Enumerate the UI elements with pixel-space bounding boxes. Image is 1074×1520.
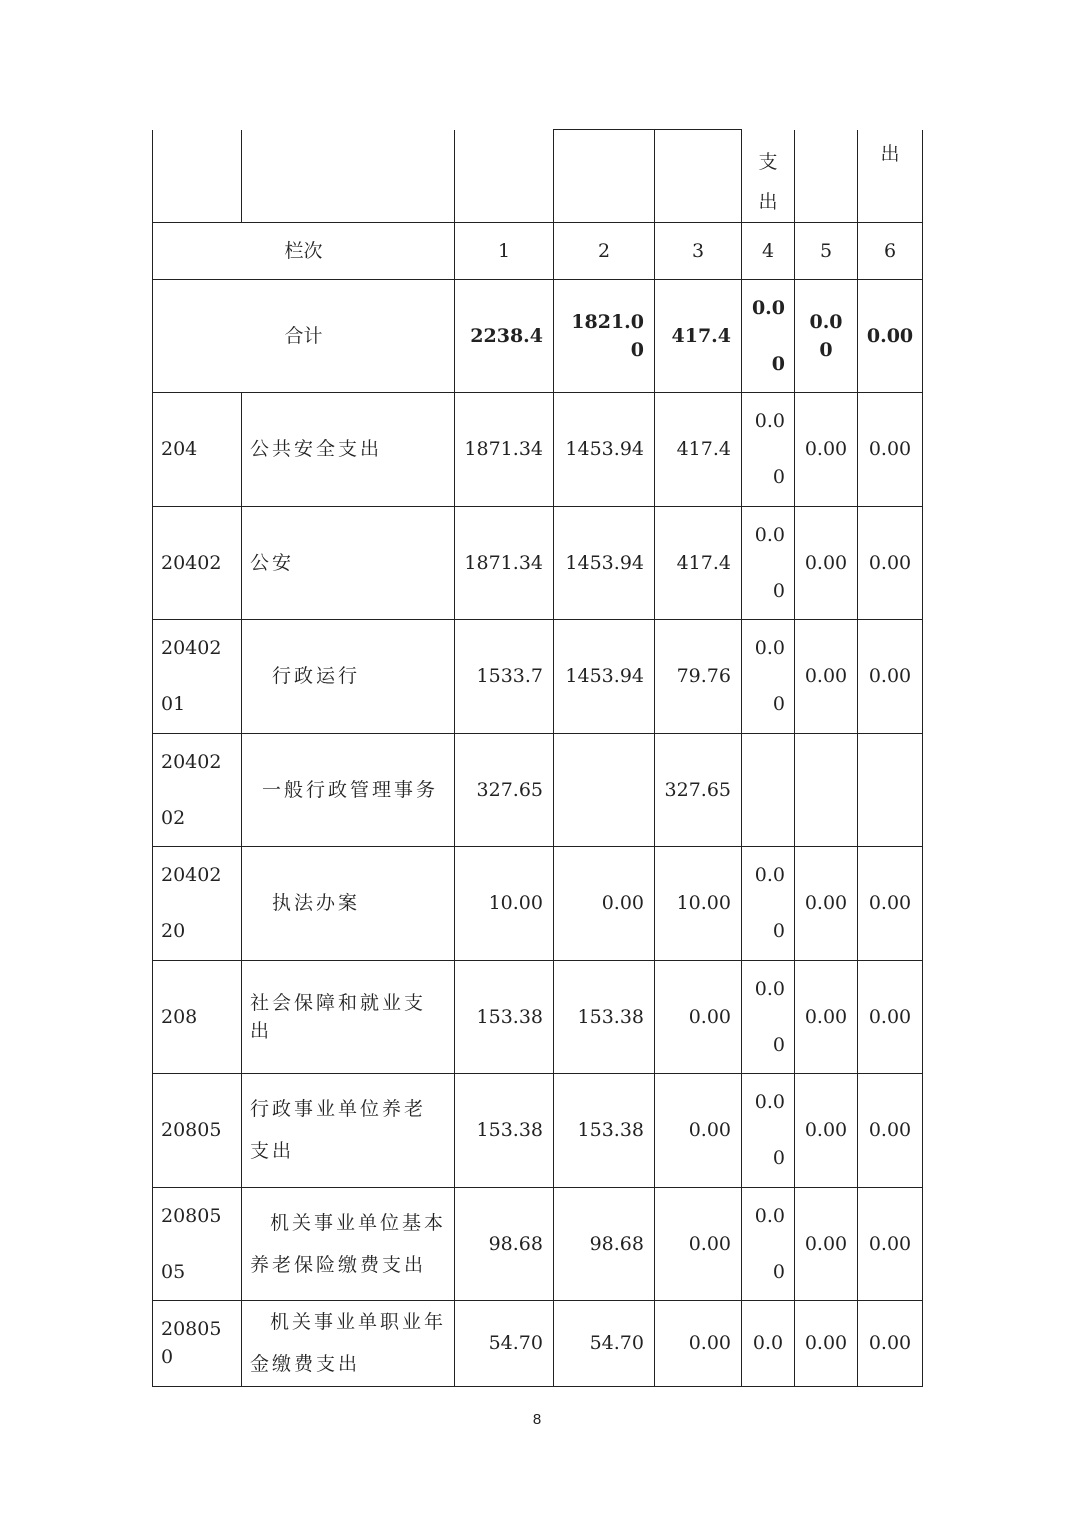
row-value-4: 0.00 xyxy=(742,1073,795,1187)
row-value-2 xyxy=(554,733,655,846)
row-name: 行政事业单位养老支出 xyxy=(242,1073,455,1187)
row-value-2: 98.68 xyxy=(554,1187,655,1300)
row-name: 机关事业单位基本养老保险缴费支出 xyxy=(242,1187,455,1300)
row-value-3: 327.65 xyxy=(655,733,742,846)
row-value-5: 0.00 xyxy=(795,1187,858,1300)
row-name: 执法办案 xyxy=(242,846,455,960)
row-value-5: 0.00 xyxy=(795,506,858,619)
row-value-1: 98.68 xyxy=(455,1187,554,1300)
row-value-6: 0.00 xyxy=(858,392,923,506)
row-value-2: 1453.94 xyxy=(554,506,655,619)
row-code: 204 xyxy=(153,392,242,506)
page-number: 8 xyxy=(532,1411,542,1428)
row-value-3: 417.4 xyxy=(655,506,742,619)
row-value-4: 0.00 xyxy=(742,619,795,733)
row-value-1: 153.38 xyxy=(455,1073,554,1187)
table-row xyxy=(153,960,923,1073)
row-value-4: 0.00 xyxy=(742,506,795,619)
header-cell-name xyxy=(242,130,455,223)
header-cell-2 xyxy=(554,130,655,223)
row-value-6: 0.00 xyxy=(858,619,923,733)
column-number-6: 6 xyxy=(858,222,923,279)
row-value-2: 153.38 xyxy=(554,1073,655,1187)
row-value-4: 0.00 xyxy=(742,392,795,506)
column-number-3: 3 xyxy=(655,222,742,279)
row-value-1: 10.00 xyxy=(455,846,554,960)
row-value-5 xyxy=(795,733,858,846)
table-row xyxy=(153,1300,923,1386)
budget-expenditure-table xyxy=(152,129,923,1387)
total-label: 合计 xyxy=(153,279,455,392)
row-code: 2040201 xyxy=(153,619,242,733)
row-name: 公共安全支出 xyxy=(242,392,455,506)
row-name: 公安 xyxy=(242,506,455,619)
row-value-3: 417.4 xyxy=(655,392,742,506)
row-name: 一般行政管理事务 xyxy=(242,733,455,846)
row-code: 2040202 xyxy=(153,733,242,846)
row-code: 20402 xyxy=(153,506,242,619)
header-fragment-row xyxy=(153,130,923,223)
header-cell-1 xyxy=(455,130,554,223)
row-value-3: 0.00 xyxy=(655,1073,742,1187)
row-value-1: 1871.34 xyxy=(455,392,554,506)
table-row xyxy=(153,506,923,619)
header-cell-4: 支出 xyxy=(742,130,795,223)
row-code: 2080505 xyxy=(153,1187,242,1300)
column-number-4: 4 xyxy=(742,222,795,279)
column-number-5: 5 xyxy=(795,222,858,279)
row-value-2: 1453.94 xyxy=(554,619,655,733)
header-cell-3 xyxy=(655,130,742,223)
row-value-5: 0.00 xyxy=(795,1300,858,1386)
row-code: 208050 xyxy=(153,1300,242,1386)
row-value-2: 0.00 xyxy=(554,846,655,960)
row-value-5: 0.00 xyxy=(795,619,858,733)
row-name: 机关事业单职业年金缴费支出 xyxy=(242,1300,455,1386)
row-value-3: 79.76 xyxy=(655,619,742,733)
row-code: 2040220 xyxy=(153,846,242,960)
row-value-6: 0.00 xyxy=(858,846,923,960)
row-value-2: 54.70 xyxy=(554,1300,655,1386)
row-code: 20805 xyxy=(153,1073,242,1187)
row-value-1: 153.38 xyxy=(455,960,554,1073)
row-value-4: 0.00 xyxy=(742,846,795,960)
column-number-1: 1 xyxy=(455,222,554,279)
column-number-2: 2 xyxy=(554,222,655,279)
row-value-2: 153.38 xyxy=(554,960,655,1073)
row-value-6: 0.00 xyxy=(858,1300,923,1386)
header-cell-5 xyxy=(795,130,858,223)
row-value-1: 327.65 xyxy=(455,733,554,846)
row-value-6: 0.00 xyxy=(858,960,923,1073)
row-value-6: 0.00 xyxy=(858,506,923,619)
header-cell-6: 出 xyxy=(858,130,923,223)
total-value-4: 0.00 xyxy=(742,279,795,392)
total-value-1: 2238.4 xyxy=(455,279,554,392)
column-number-row xyxy=(153,222,923,279)
row-value-4: 0.00 xyxy=(742,1187,795,1300)
row-value-6: 0.00 xyxy=(858,1073,923,1187)
row-value-1: 1533.7 xyxy=(455,619,554,733)
total-value-6: 0.00 xyxy=(858,279,923,392)
total-value-3: 417.4 xyxy=(655,279,742,392)
row-value-1: 1871.34 xyxy=(455,506,554,619)
row-code: 208 xyxy=(153,960,242,1073)
total-value-5: 0.00 xyxy=(795,279,858,392)
row-value-5: 0.00 xyxy=(795,392,858,506)
row-value-3: 10.00 xyxy=(655,846,742,960)
row-value-4 xyxy=(742,733,795,846)
row-value-1: 54.70 xyxy=(455,1300,554,1386)
row-value-3: 0.00 xyxy=(655,1187,742,1300)
header-cell-code xyxy=(153,130,242,223)
row-value-6 xyxy=(858,733,923,846)
table-row xyxy=(153,1073,923,1187)
row-value-2: 1453.94 xyxy=(554,392,655,506)
total-row xyxy=(153,279,923,392)
row-value-4: 0.00 xyxy=(742,960,795,1073)
table-row xyxy=(153,1187,923,1300)
row-value-5: 0.00 xyxy=(795,960,858,1073)
table-row xyxy=(153,733,923,846)
table-row xyxy=(153,619,923,733)
table-row xyxy=(153,392,923,506)
table-row xyxy=(153,846,923,960)
column-number-label: 栏次 xyxy=(153,222,455,279)
row-value-6: 0.00 xyxy=(858,1187,923,1300)
row-value-4: 0.0 xyxy=(742,1300,795,1386)
total-value-2: 1821.00 xyxy=(554,279,655,392)
row-value-3: 0.00 xyxy=(655,960,742,1073)
row-name: 社会保障和就业支出 xyxy=(242,960,455,1073)
row-value-5: 0.00 xyxy=(795,846,858,960)
row-name: 行政运行 xyxy=(242,619,455,733)
row-value-5: 0.00 xyxy=(795,1073,858,1187)
row-value-3: 0.00 xyxy=(655,1300,742,1386)
